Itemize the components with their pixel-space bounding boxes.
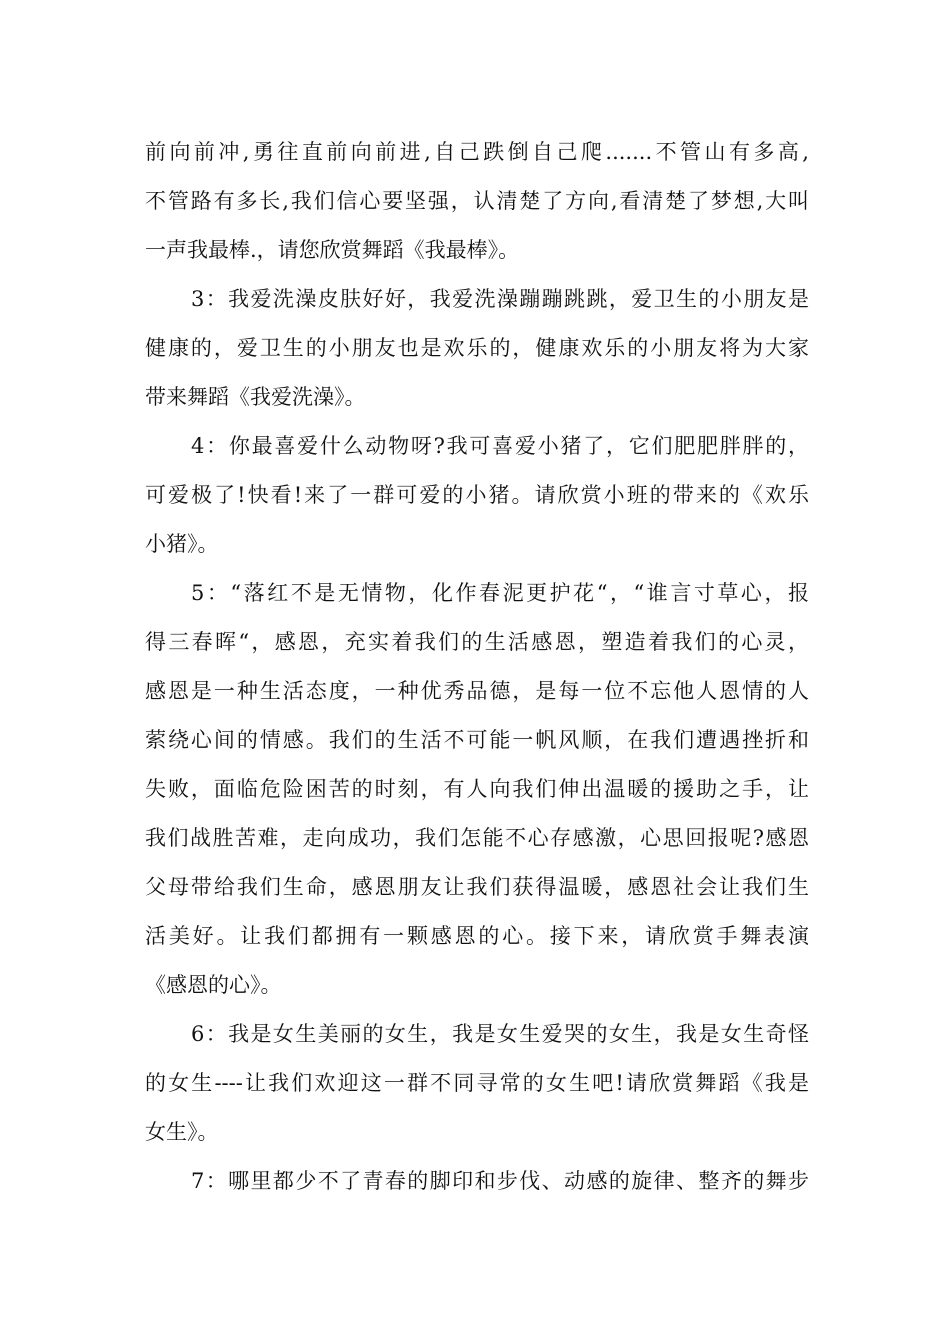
- text-line: 小猪》。: [145, 532, 219, 556]
- text-line: 女生》。: [145, 1120, 219, 1144]
- text-line: 感恩是一种生活态度，一种优秀品德，是每一位不忘他人恩情的人: [145, 679, 809, 703]
- text-line: 得三春晖“，感恩，充实着我们的生活感恩，塑造着我们的心灵，: [145, 630, 809, 654]
- text-line: 6：我是女生美丽的女生，我是女生爱哭的女生，我是女生奇怪: [191, 1022, 809, 1046]
- text-line: 5：“落红不是无情物，化作春泥更护花“，“谁言寸草心，报: [191, 581, 809, 605]
- paragraph-1: [145, 128, 809, 275]
- paragraph-2: [145, 275, 809, 422]
- text-line: 的女生----让我们欢迎这一群不同寻常的女生吧!请欣赏舞蹈《我是: [145, 1071, 809, 1095]
- document-body: [145, 128, 809, 1206]
- text-line: 可爱极了!快看!来了一群可爱的小猪。请欣赏小班的带来的《欢乐: [145, 483, 809, 507]
- text-line: 萦绕心间的情感。我们的生活不可能一帆风顺，在我们遭遇挫折和: [145, 728, 809, 752]
- text-line: 健康的，爱卫生的小朋友也是欢乐的，健康欢乐的小朋友将为大家: [145, 336, 809, 360]
- text-line: 不管路有多长,我们信心要坚强，认清楚了方向,看清楚了梦想,大叫: [145, 189, 809, 213]
- text-line: 前向前冲,勇往直前向前进,自己跌倒自己爬.......不管山有多高,: [145, 140, 809, 164]
- paragraph-5: [145, 1010, 809, 1157]
- text-line: 带来舞蹈《我爱洗澡》。: [145, 385, 366, 409]
- text-line: 父母带给我们生命，感恩朋友让我们获得温暖，感恩社会让我们生: [145, 875, 809, 899]
- text-line: 活美好。让我们都拥有一颗感恩的心。接下来，请欣赏手舞表演: [145, 924, 809, 948]
- text-line: 我们战胜苦难，走向成功，我们怎能不心存感激，心思回报呢?感恩: [145, 826, 809, 850]
- paragraph-4: [145, 569, 809, 1010]
- text-line: 4：你最喜爱什么动物呀?我可喜爱小猪了，它们肥肥胖胖的，: [191, 434, 809, 458]
- text-line: 3：我爱洗澡皮肤好好，我爱洗澡蹦蹦跳跳，爱卫生的小朋友是: [191, 287, 809, 311]
- paragraph-3: [145, 422, 809, 569]
- paragraph-6: [145, 1157, 809, 1206]
- text-line: 7：哪里都少不了青春的脚印和步伐、动感的旋律、整齐的舞步: [191, 1169, 809, 1193]
- text-line: 失败，面临危险困苦的时刻，有人向我们伸出温暖的援助之手，让: [145, 777, 809, 801]
- text-line: 一声我最棒.，请您欣赏舞蹈《我最棒》。: [145, 238, 520, 262]
- text-line: 《感恩的心》。: [145, 973, 282, 997]
